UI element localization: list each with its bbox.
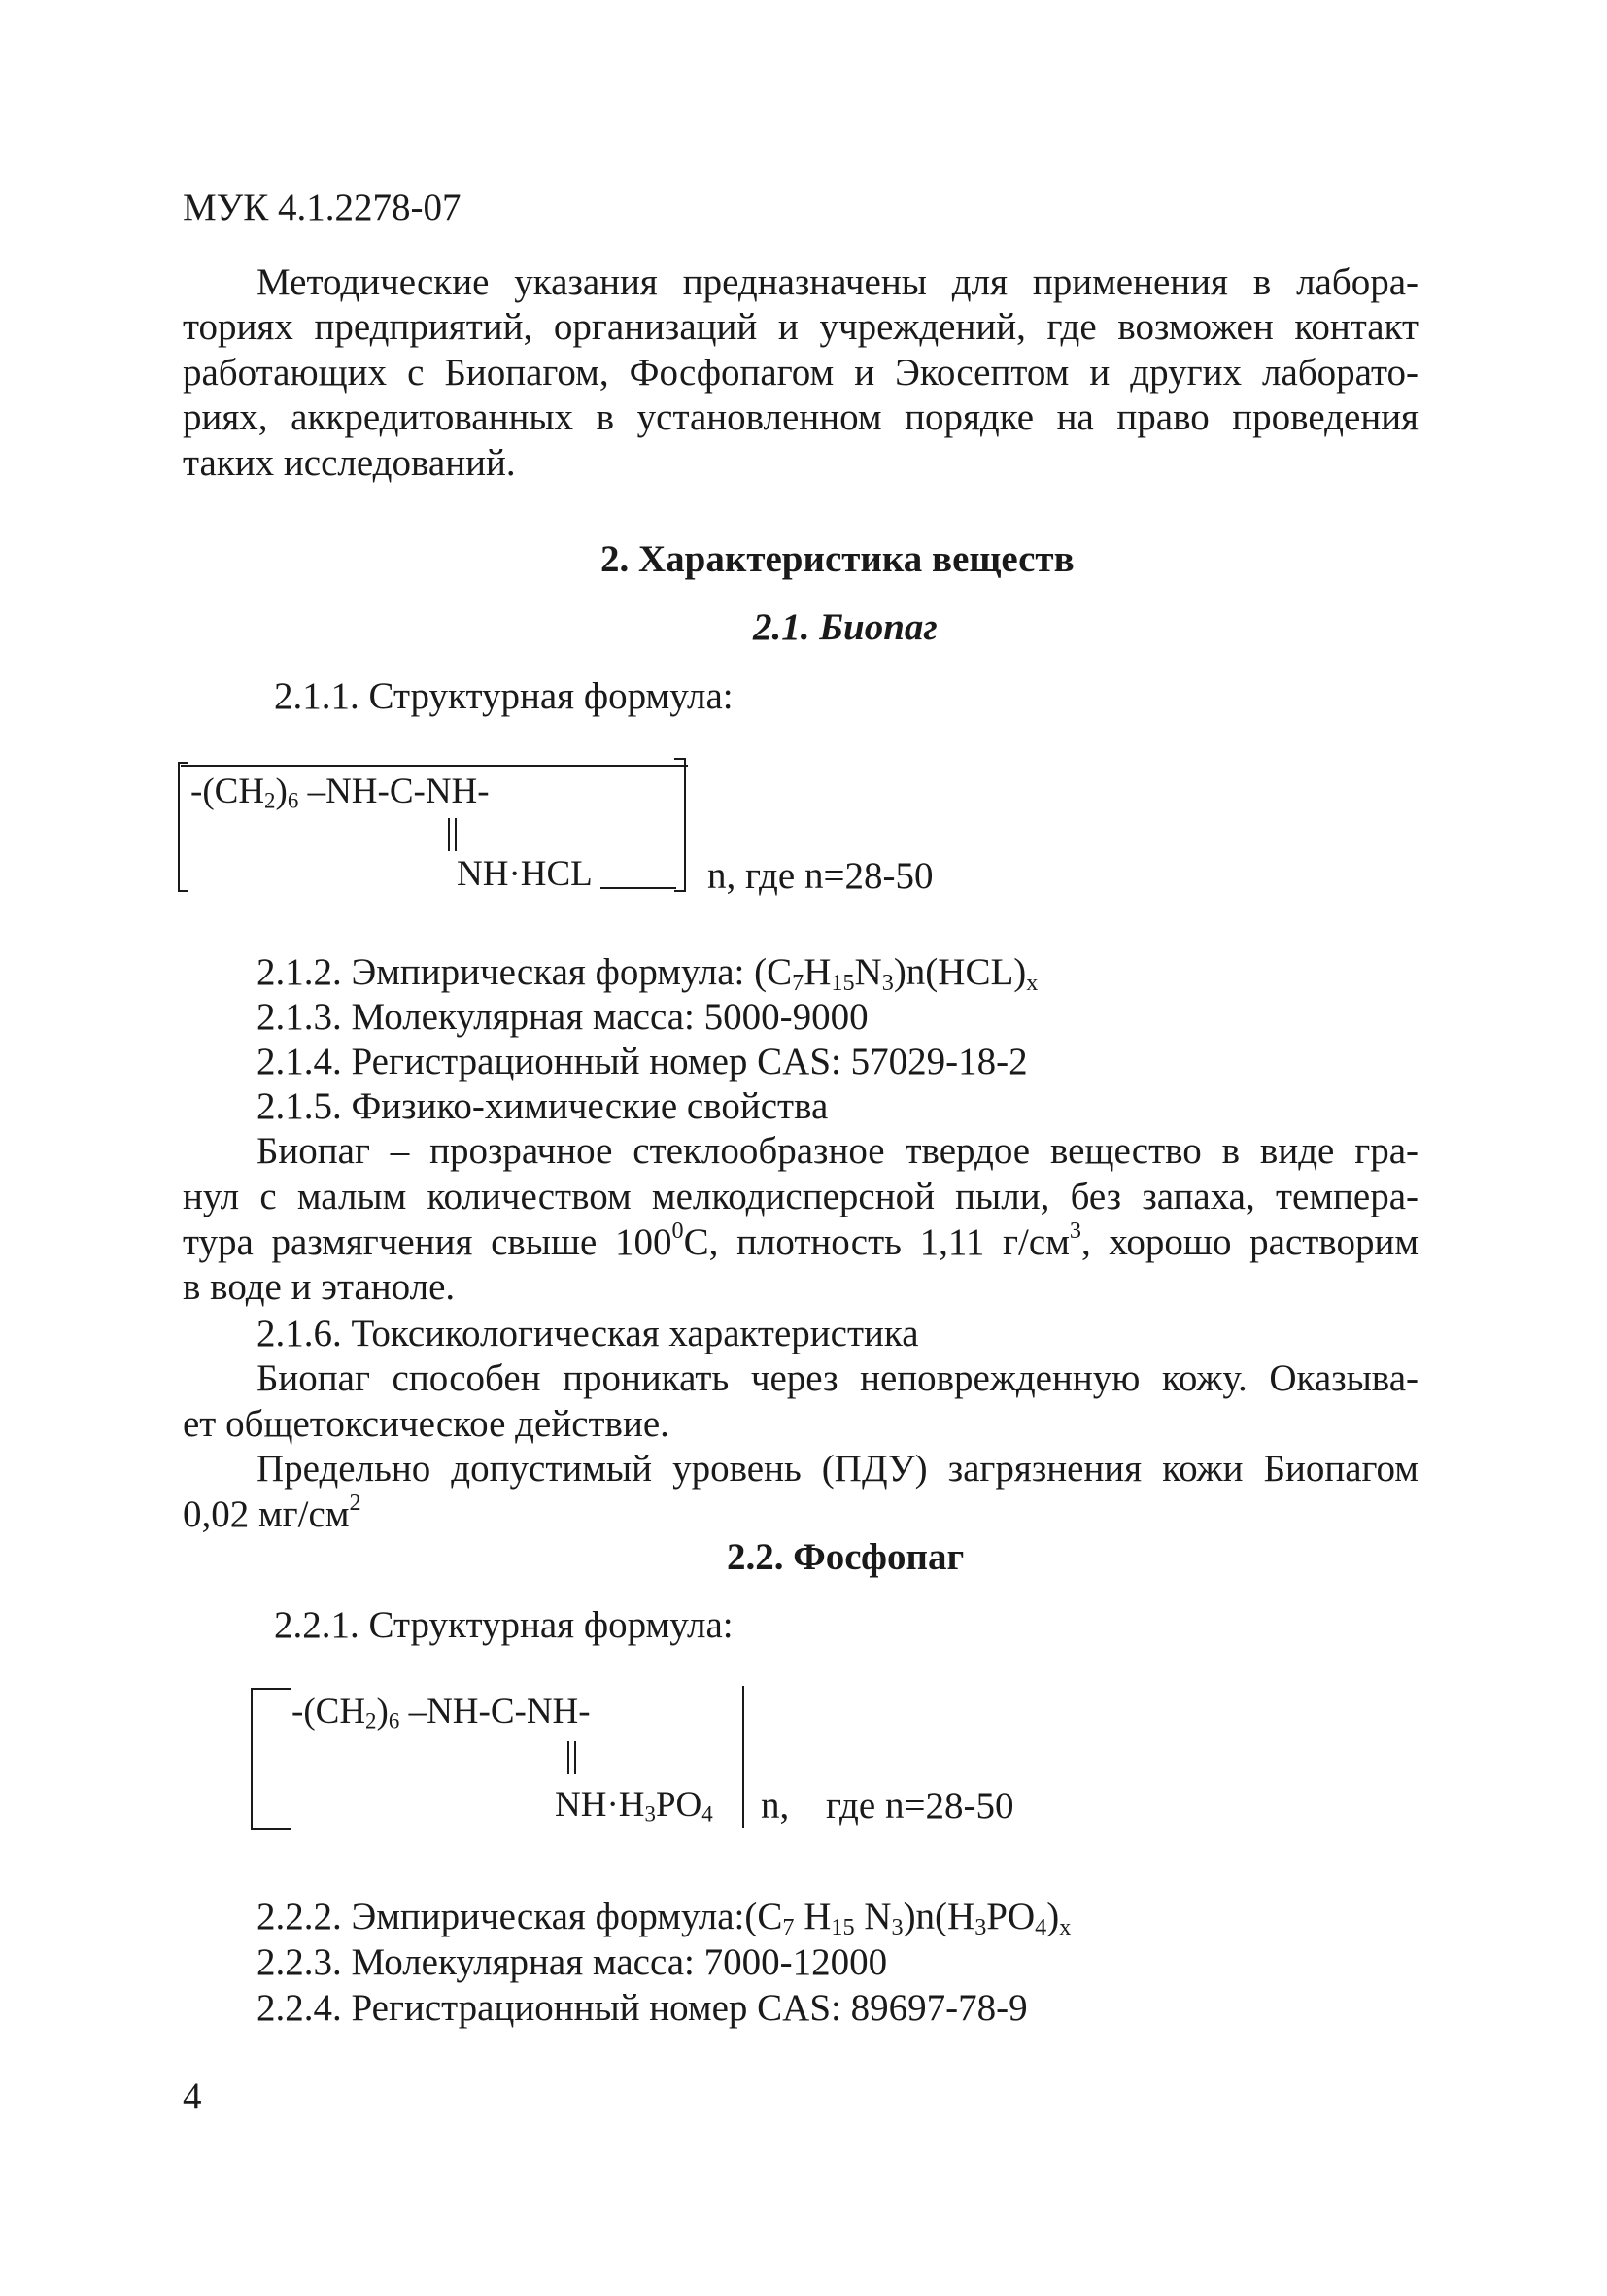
right-bracket	[674, 758, 686, 892]
formula-chain: $-(CH_2)_6$ –NH-C-NH-	[190, 771, 490, 813]
double-bond	[448, 818, 457, 851]
text-line: Предельно допустимый уровень (ПДУ) загрязнения кожи Биопагом	[256, 1448, 1419, 1490]
text-line: 0,02 $мг/см^2$	[183, 1489, 361, 1535]
cas-number: 2.1.4. Регистрационный номер CAS: 57029-18-2	[256, 1041, 1028, 1082]
cas-number: 2.2.4. Регистрационный номер CAS: 89697-78-9	[256, 1987, 1028, 2029]
tox-title: 2.1.6. Токсикологическая характеристика	[256, 1313, 919, 1354]
left-bracket	[251, 1688, 291, 1830]
formula-chain: $-(CH_2)_6$ –NH-C-NH-	[291, 1692, 591, 1733]
text-line: Биопаг – прозрачное стеклообразное твердое вещество в виде гра-	[256, 1130, 1419, 1172]
pdu-paragraph	[183, 1447, 1419, 1538]
tox-paragraph	[183, 1356, 1419, 1448]
structural-formula-label: 2.2.1. Структурная формула:	[274, 1604, 734, 1646]
formula-underline	[600, 887, 676, 889]
text-line: ториях предприятий, организаций и учреждений, где возможен контакт	[183, 305, 1419, 348]
empirical-formula: 2.1.2. Эмпирическая формула: $(C_7H_{15}N_3)n(HCL)_x$	[256, 951, 1039, 997]
structural-formula-label: 2.1.1. Структурная формула:	[274, 675, 734, 717]
molecular-mass: 2.1.3. Молекулярная масса: 5000-9000	[256, 996, 869, 1038]
document-code: МУК 4.1.2278-07	[183, 187, 462, 228]
left-bracket	[178, 762, 188, 892]
formula-n: n,	[761, 1785, 790, 1827]
section-heading: 2. Характеристика веществ	[600, 538, 1075, 580]
physchem-paragraph	[183, 1129, 1419, 1311]
page-number: 4	[183, 2075, 202, 2117]
empirical-formula: 2.2.2. Эмпирическая $формула:(C_7$ $H_{15}$ $N_3)n(H_3PO_4)_x$	[256, 1896, 1072, 1941]
double-bond	[567, 1741, 576, 1774]
text-line: Биопаг способен проникать через неповрежденную кожу. Оказыва-	[256, 1357, 1419, 1399]
formula-top-line	[181, 765, 688, 767]
molecular-mass: 2.2.3. Молекулярная масса: 7000-12000	[256, 1941, 888, 1983]
text-line: работающих с Биопагом, Фосфопагом и Экосептом и других лаборато-	[183, 351, 1419, 394]
formula-group: $NH\cdot H_3PO_4$	[555, 1785, 713, 1827]
formula-group: NH·HCL	[457, 854, 593, 894]
subsection-heading-biopag: 2.1. Биопаг	[753, 606, 938, 648]
text-line: в воде и этаноле.	[183, 1266, 456, 1309]
text-line: таких исследований.	[183, 442, 516, 485]
intro-paragraph	[183, 260, 1419, 487]
text-line: тура размягчения свыше $100^0С$, плотность 1,11 $г/см^3$, хорошо растворим	[183, 1217, 1419, 1263]
physchem-title: 2.1.5. Физико-химические свойства	[256, 1085, 829, 1127]
text-line: риях, аккредитованных в установленном порядке на право проведения	[183, 396, 1419, 439]
subsection-heading-fosfopag: 2.2. Фосфопаг	[727, 1536, 965, 1578]
formula-n-range: n, где n=28-50	[707, 855, 934, 897]
text-line: нул с малым количеством мелкодисперсной пыли, без запаха, темпера-	[183, 1175, 1419, 1217]
right-bracket	[738, 1686, 744, 1828]
text-line: ет общетоксическое действие.	[183, 1402, 669, 1445]
formula-n-range: где n=28-50	[826, 1785, 1014, 1827]
text-line: Методические указания предназначены для применения в лабора-	[256, 261, 1419, 303]
